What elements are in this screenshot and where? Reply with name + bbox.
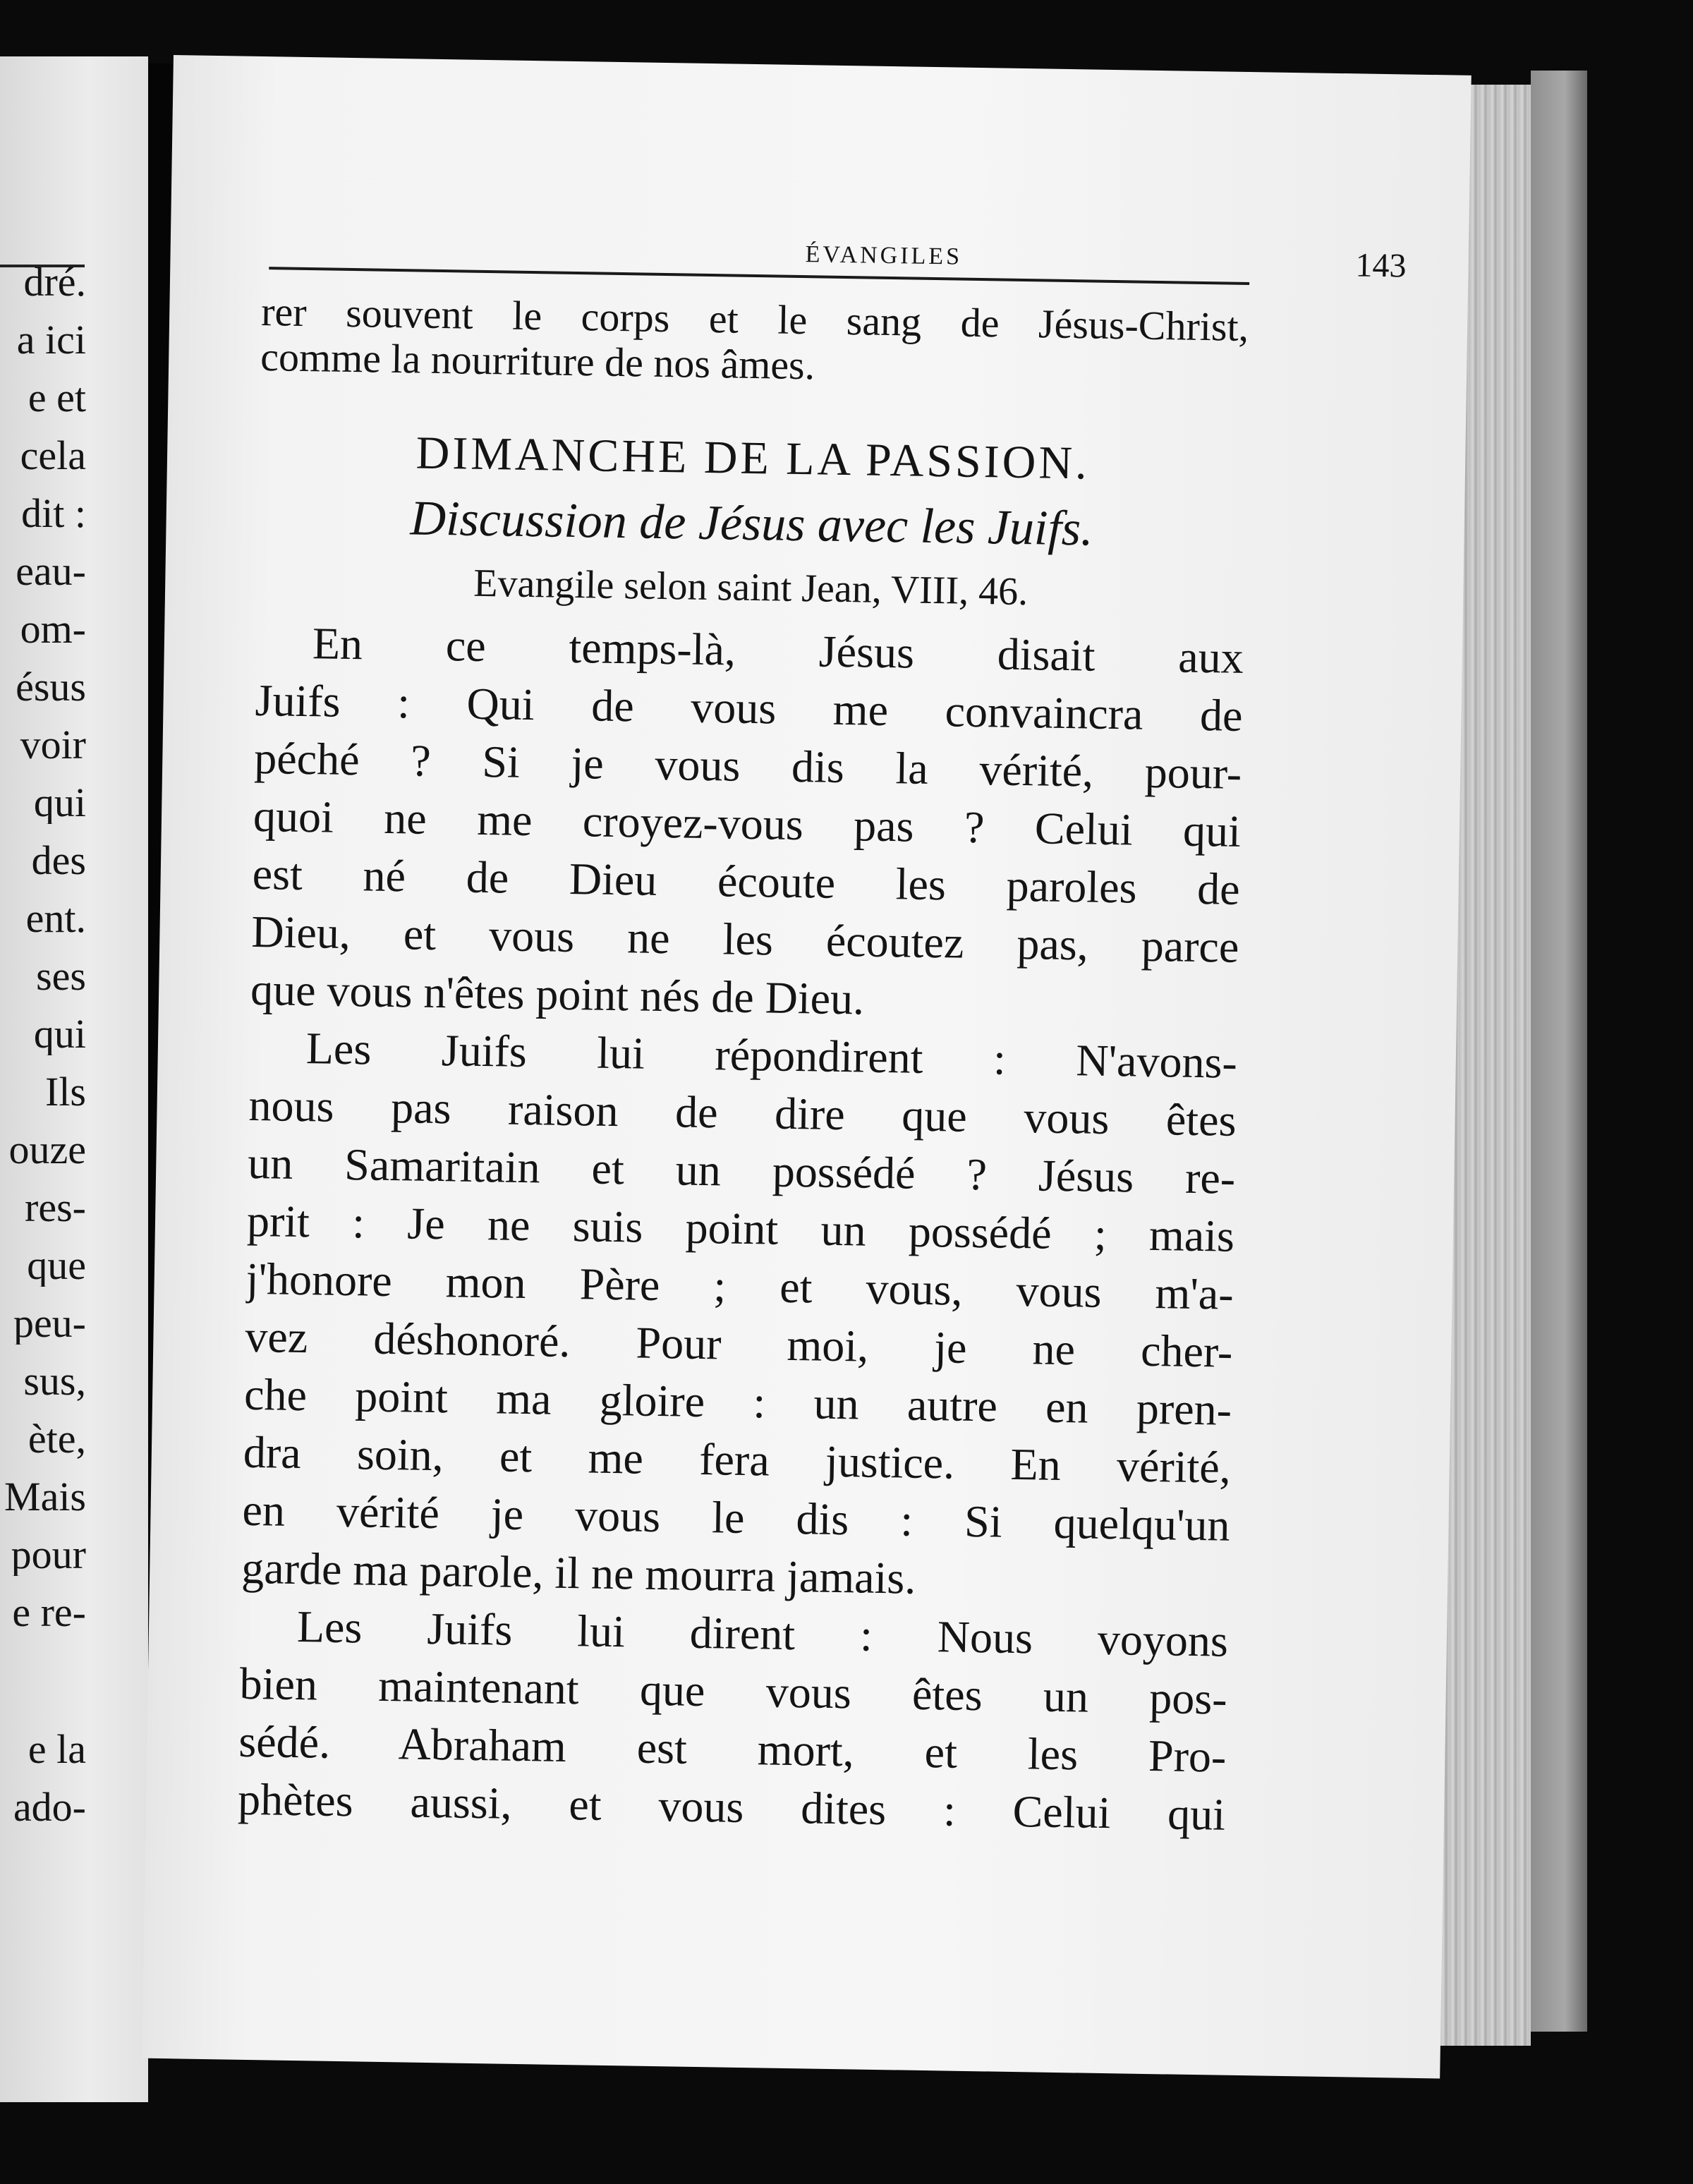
previous-page-line: e la — [28, 1728, 86, 1771]
previous-page-line: e re- — [12, 1591, 86, 1634]
section-title: DIMANCHE DE LA PASSION. — [415, 427, 1091, 490]
text-line: prit : Je ne suis point un possédé ; mais — [246, 1195, 1235, 1261]
continuation-line: rer souvent le corps et le sang de Jésus-Christ, — [260, 289, 1249, 350]
book-cover-edge — [1531, 71, 1587, 2032]
previous-page-line: sus, — [23, 1360, 86, 1402]
paragraph — [250, 614, 1244, 1034]
text-line: vez déshonoré. Pour moi, je ne cher- — [244, 1311, 1233, 1377]
text-line: péché ? Si je vous dis la vérité, pour- — [253, 732, 1242, 799]
text-line: bien maintenant que vous êtes un pos- — [239, 1658, 1228, 1724]
previous-page-text — [0, 56, 148, 2102]
text-line: dra soin, et me fera justice. En vérité, — [243, 1426, 1232, 1493]
previous-page-line: cela — [20, 435, 86, 477]
previous-page-line: qui — [33, 1013, 86, 1055]
paragraph — [238, 1597, 1229, 1844]
paragraph — [241, 1019, 1238, 1613]
previous-page-line: ouze — [8, 1129, 86, 1171]
previous-page-line: des — [31, 839, 86, 882]
previous-page-line: dré. — [23, 261, 86, 303]
text-line: Juifs : Qui de vous me convaincra de — [255, 674, 1244, 741]
gospel-reference: Evangile selon saint Jean, VIII, 46. — [473, 561, 1028, 614]
previous-page-line: ent. — [25, 897, 86, 940]
text-line: Les Juifs lui répondirent : N'avons- — [305, 1023, 1238, 1088]
previous-page-line: pour — [11, 1534, 86, 1576]
text-line: che point ma gloire : un autre en pren- — [243, 1369, 1232, 1435]
text-line: en vérité je vous le dis : Si quelqu'un — [242, 1484, 1231, 1551]
gospel-text — [238, 614, 1244, 1844]
running-head: ÉVANGILES — [805, 241, 963, 270]
previous-page-line: ète, — [28, 1418, 86, 1460]
previous-page — [0, 56, 148, 2102]
previous-page-line: res- — [25, 1187, 86, 1229]
text-line: sédé. Abraham est mort, et les Pro- — [238, 1716, 1227, 1782]
text-line: phètes aussi, et vous dites : Celui qui — [237, 1773, 1226, 1840]
previous-page-line: ses — [36, 955, 86, 997]
text-line: que vous n'êtes point nés de Dieu. — [250, 964, 865, 1024]
text-line: j'honore mon Père ; et vous, vous m'a- — [245, 1253, 1234, 1319]
text-line: En ce temps-là, Jésus disait aux — [312, 618, 1244, 683]
previous-page-line: dit : — [21, 492, 86, 535]
previous-page-line: ésus — [16, 666, 86, 708]
continuation-line: comme la nourriture de nos âmes. — [260, 333, 815, 389]
previous-page-line: ado- — [13, 1786, 86, 1828]
previous-page-line: peu- — [13, 1302, 86, 1345]
text-line: Les Juifs lui dirent : Nous voyons — [296, 1601, 1229, 1666]
previous-page-line: eau- — [16, 550, 86, 593]
previous-page-line: a ici — [16, 319, 86, 361]
previous-page-line: qui — [33, 782, 86, 824]
section-subtitle: Discussion de Jésus avec les Juifs. — [410, 491, 1094, 557]
text-line: nous pas raison de dire que vous êtes — [248, 1079, 1237, 1146]
previous-page-line: voir — [20, 724, 86, 766]
previous-page-line: que — [27, 1244, 86, 1287]
text-line: Dieu, et vous ne les écoutez pas, parce — [250, 906, 1239, 972]
page-body — [238, 289, 1249, 1844]
page-number: 143 — [1355, 246, 1407, 285]
text-line: un Samaritain et un possédé ? Jésus re- — [247, 1137, 1236, 1203]
text-line: est né de Dieu écoute les paroles de — [252, 848, 1241, 914]
text-line: quoi ne me croyez-vous pas ? Celui qui — [253, 790, 1242, 856]
previous-page-line: e et — [28, 377, 86, 419]
text-line: garde ma parole, il ne mourra jamais. — [241, 1542, 916, 1603]
book-page — [142, 55, 1471, 2079]
previous-page-line: Ils — [45, 1071, 86, 1113]
previous-page-line: Mais — [4, 1476, 86, 1518]
previous-page-line: om- — [20, 608, 86, 650]
